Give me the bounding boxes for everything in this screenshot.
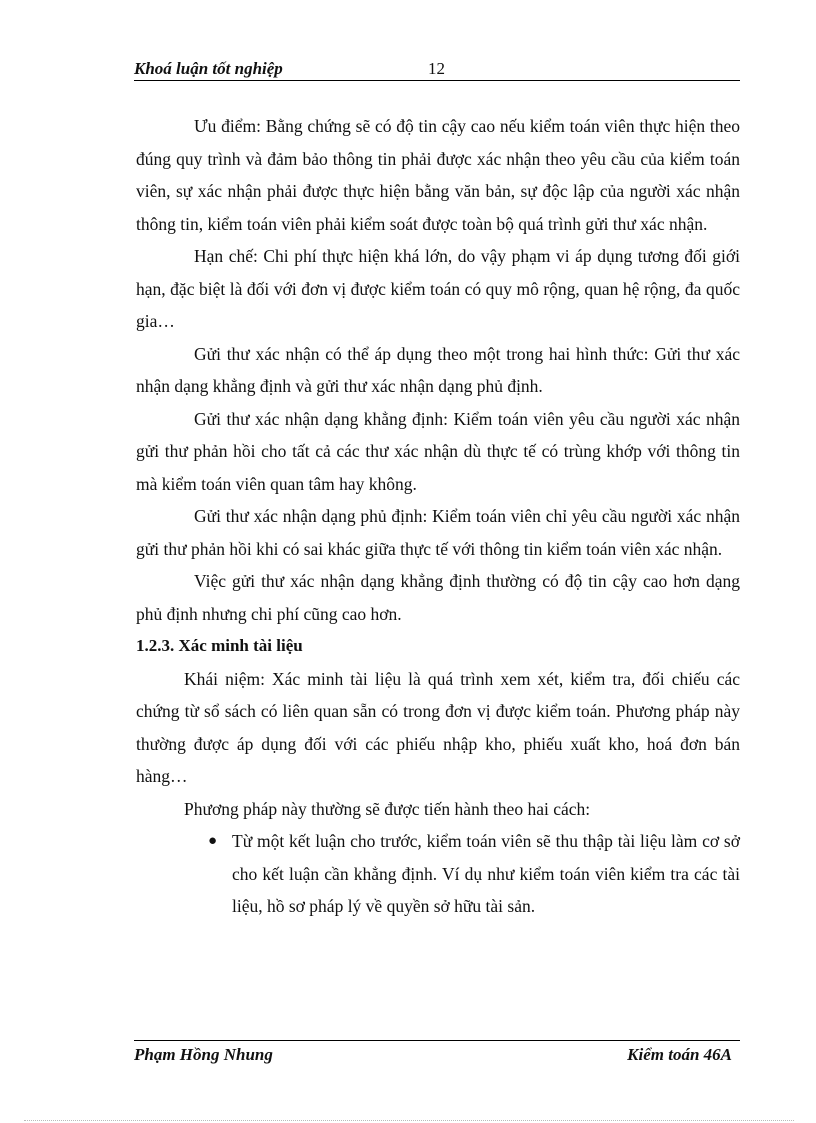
list-item-text: Từ một kết luận cho trước, kiểm toán viên sẽ thu thập tài liệu làm cơ sở cho kết luận cần khẳng định. Ví dụ như kiểm toán viên kiểm tra các tài liệu, hồ sơ pháp lý về quyền sở hữu tài sản.: [232, 831, 740, 916]
paragraph-forms: Gửi thư xác nhận có thể áp dụng theo một trong hai hình thức: Gửi thư xác nhận dạng khẳng định và gửi thư xác nhận dạng phủ định.: [136, 343, 740, 396]
list-item: [208, 825, 740, 923]
paragraph-methods: Phương pháp này thường sẽ được tiến hành theo hai cách:: [184, 798, 591, 819]
class-name: Kiểm toán 46A: [627, 1045, 732, 1064]
paragraph-advantages: Ưu điểm: Bằng chứng sẽ có độ tin cậy cao nếu kiểm toán viên thực hiện theo đúng quy trình và đảm bảo thông tin phải được xác nhận theo yêu cầu của kiểm toán viên, sự xác nhận phải được thực hiện bằng văn bản, sự độc lập của người xác nhận thông tin, kiểm toán viên phải kiểm soát được toàn bộ quá trình gửi thư xác nhận.: [136, 116, 740, 234]
method-list: [136, 825, 740, 923]
paragraph-negative-confirmation: Gửi thư xác nhận dạng phủ định: Kiểm toán viên chỉ yêu cầu người xác nhận gửi thư phản hồi khi có sai khác giữa thực tế với thông tin kiểm toán viên xác nhận.: [136, 506, 740, 559]
page-footer: [134, 1040, 740, 1071]
paragraph-concept: Khái niệm: Xác minh tài liệu là quá trình xem xét, kiểm tra, đối chiếu các chứng từ sổ sách có liên quan sẵn có trong đơn vị được kiểm toán. Phương pháp này thường được áp dụng đối với các phiếu nhập kho, phiếu xuất kho, hoá đơn bán hàng…: [136, 668, 740, 786]
paragraph-comparison: Việc gửi thư xác nhận dạng khẳng định thường có độ tin cậy cao hơn dạng phủ định nhưng chi phí cũng cao hơn.: [136, 571, 740, 624]
page-number: 12: [428, 59, 445, 78]
document-title: Khoá luận tốt nghiệp: [134, 59, 283, 78]
page-boundary: [24, 1120, 794, 1121]
page-header: [134, 58, 740, 81]
page-body: [136, 110, 740, 923]
author-name: Phạm Hồng Nhung: [134, 1045, 273, 1064]
section-heading: 1.2.3. Xác minh tài liệu: [136, 636, 303, 655]
paragraph-positive-confirmation: Gửi thư xác nhận dạng khẳng định: Kiểm toán viên yêu cầu người xác nhận gửi thư phản hồi cho tất cả các thư xác nhận dù thực tế có trùng khớp với thông tin mà kiểm toán viên quan tâm hay không.: [136, 408, 740, 494]
paragraph-limitations: Hạn chế: Chi phí thực hiện khá lớn, do vậy phạm vi áp dụng tương đối giới hạn, đặc biệt là đối với đơn vị được kiểm toán có quy mô rộng, quan hệ rộng, đa quốc gia…: [136, 246, 740, 331]
bullet-icon: ●: [208, 833, 218, 849]
